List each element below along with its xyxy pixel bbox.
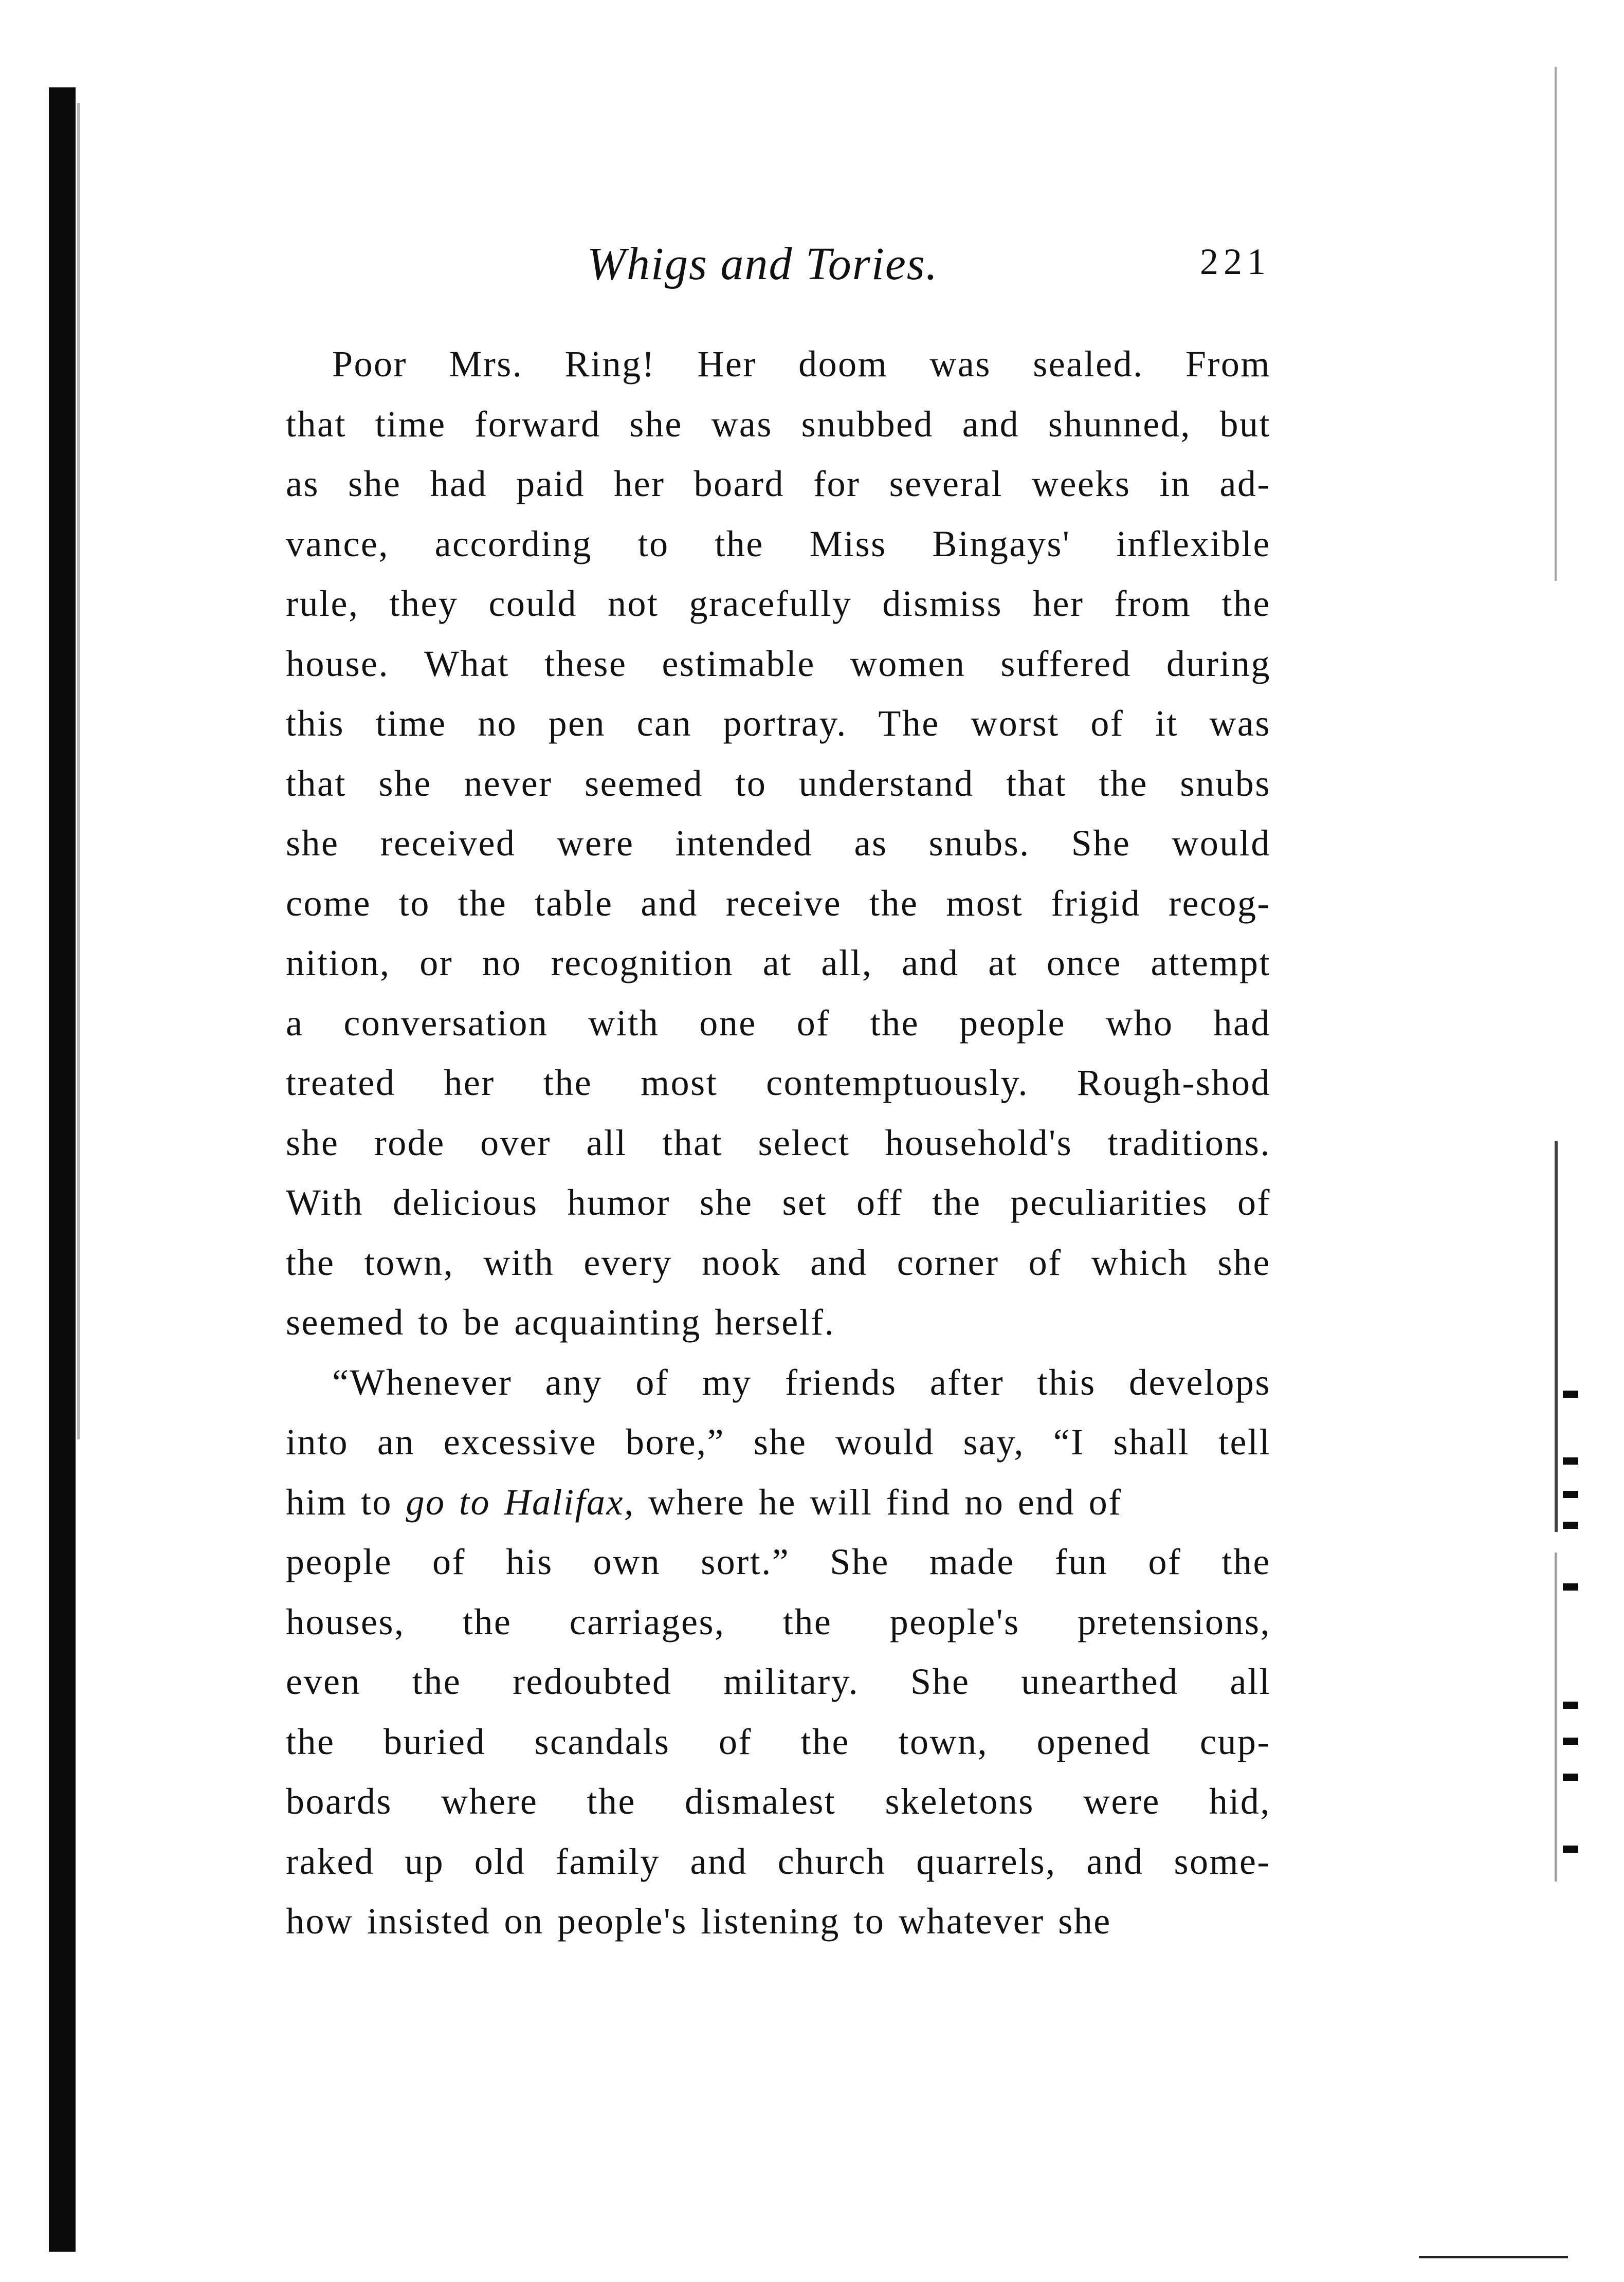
word: the — [286, 1242, 335, 1283]
word: Rough-shod — [1076, 1062, 1271, 1103]
word: family — [555, 1840, 660, 1882]
running-title: Whigs and Tories. — [587, 239, 939, 289]
word: had — [1213, 1002, 1271, 1044]
word: quarrels, — [916, 1840, 1056, 1882]
word: of — [1148, 1541, 1182, 1582]
page-number: 221 — [1200, 241, 1271, 282]
word: of — [796, 1002, 830, 1044]
text-line — [286, 1652, 1271, 1712]
word: shall — [1113, 1421, 1190, 1463]
word: her — [614, 463, 665, 504]
word: an — [377, 1421, 415, 1463]
word: redoubted — [513, 1661, 672, 1702]
word: military. — [723, 1661, 860, 1702]
word: peculiarities — [1010, 1182, 1208, 1223]
word: house. — [286, 643, 389, 684]
text-line — [286, 1891, 1271, 1951]
text-line — [286, 933, 1271, 993]
word: women — [850, 643, 966, 684]
word: cup- — [1200, 1721, 1271, 1762]
word: scandals — [534, 1721, 670, 1762]
word: portray. — [723, 703, 847, 744]
word: during — [1166, 643, 1271, 684]
text-line — [286, 1173, 1271, 1233]
word: most — [641, 1062, 718, 1103]
word: raked — [286, 1840, 375, 1882]
text-line — [286, 873, 1271, 934]
word: was — [711, 403, 773, 445]
word: of — [432, 1541, 466, 1582]
word: seemed — [585, 762, 703, 804]
word: can — [636, 703, 692, 744]
word: excessive — [443, 1421, 597, 1463]
word: snubs — [1180, 762, 1271, 804]
word: and — [641, 882, 698, 924]
word: people — [286, 1541, 392, 1582]
word: the — [782, 1601, 832, 1642]
word: at — [988, 942, 1018, 983]
word: boards — [286, 1781, 392, 1822]
word: in — [1159, 463, 1191, 504]
word: the — [869, 882, 919, 924]
word: recognition — [551, 942, 734, 983]
word: with — [483, 1242, 555, 1283]
word: The — [878, 703, 940, 744]
word: of — [1237, 1182, 1271, 1223]
word: gracefully — [689, 583, 852, 624]
word: were — [557, 823, 634, 864]
text-line — [286, 574, 1271, 634]
word: select — [758, 1122, 850, 1163]
word: not — [607, 583, 659, 624]
word: pretensions, — [1078, 1601, 1271, 1642]
word: suffered — [1000, 643, 1132, 684]
text-line — [286, 1532, 1271, 1592]
text-line — [286, 1113, 1271, 1173]
word: could — [488, 583, 577, 624]
text-line — [286, 754, 1271, 814]
text-line — [286, 634, 1271, 694]
text-line — [286, 1233, 1271, 1293]
word: inflexible — [1116, 523, 1271, 564]
word: all, — [821, 942, 873, 983]
word: treated — [286, 1062, 396, 1103]
margin-tick — [1563, 1391, 1578, 1398]
word: would — [835, 1421, 935, 1463]
word: Mrs. — [449, 343, 523, 385]
word: of — [1090, 703, 1124, 744]
word: dismiss — [882, 583, 1002, 624]
word: people — [959, 1002, 1066, 1044]
word: as — [854, 823, 888, 864]
word: paid — [516, 463, 586, 504]
margin-tick — [1563, 1738, 1578, 1745]
text-line — [286, 514, 1271, 574]
word: with — [588, 1002, 660, 1044]
text-segment: seemed to be acquainting herself. — [286, 1302, 835, 1343]
word: his — [506, 1541, 553, 1582]
word: tell — [1218, 1421, 1271, 1463]
word: the — [1221, 583, 1271, 624]
word: over — [480, 1122, 552, 1163]
word: frigid — [1051, 882, 1141, 924]
word: up — [405, 1840, 445, 1882]
margin-artifact — [1419, 2256, 1568, 2258]
word: Her — [697, 343, 757, 385]
word: never — [464, 762, 553, 804]
word: table — [535, 882, 613, 924]
word: off — [856, 1182, 903, 1223]
word: Ring! — [564, 343, 656, 385]
word: no — [482, 942, 522, 983]
word: that — [286, 762, 346, 804]
word: say, — [963, 1421, 1025, 1463]
word: snubbed — [801, 403, 934, 445]
word: some- — [1174, 1840, 1271, 1882]
word: for — [813, 463, 861, 504]
word: people's — [889, 1601, 1020, 1642]
word: come — [286, 882, 371, 924]
word: which — [1091, 1242, 1189, 1283]
word: the — [412, 1661, 462, 1702]
word: buried — [384, 1721, 486, 1762]
word: of — [635, 1361, 669, 1403]
text-segment: him to — [286, 1481, 406, 1523]
word: corner — [897, 1242, 999, 1283]
word: bore,” — [626, 1421, 725, 1463]
word: snubs. — [928, 823, 1030, 864]
word: the — [286, 1721, 335, 1762]
word: vance, — [286, 523, 389, 564]
word: doom — [798, 343, 888, 385]
word: after — [929, 1361, 1005, 1403]
word: estimable — [662, 643, 815, 684]
word: or — [419, 942, 453, 983]
margin-tick — [1563, 1522, 1578, 1529]
word: time — [375, 703, 447, 744]
word: several — [889, 463, 1003, 504]
word: once — [1046, 942, 1122, 983]
word: the — [932, 1182, 981, 1223]
word: any — [545, 1361, 603, 1403]
word: her — [444, 1062, 495, 1103]
text-line — [286, 1292, 1271, 1353]
word: She — [910, 1661, 970, 1702]
word: to — [398, 882, 430, 924]
word: who — [1105, 1002, 1174, 1044]
word: rode — [374, 1122, 445, 1163]
word: every — [583, 1242, 672, 1283]
word: contemptuously. — [766, 1062, 1029, 1103]
word: ad- — [1219, 463, 1271, 504]
word: she — [378, 762, 432, 804]
word: nook — [701, 1242, 781, 1283]
text-line — [286, 1832, 1271, 1892]
word: and — [690, 1840, 748, 1882]
text-line — [286, 1053, 1271, 1113]
word: she — [700, 1182, 753, 1223]
word: and — [1086, 1840, 1144, 1882]
word: but — [1219, 403, 1271, 445]
text-line — [286, 1712, 1271, 1772]
word: shunned, — [1048, 403, 1191, 445]
word: where — [441, 1781, 538, 1822]
word: dismalest — [684, 1781, 836, 1822]
word: With — [286, 1182, 364, 1223]
word: these — [544, 643, 627, 684]
word: to — [637, 523, 669, 564]
word: made — [929, 1541, 1015, 1582]
word: into — [286, 1421, 349, 1463]
binding-shadow — [77, 103, 80, 1439]
text-segment: how insisted on people's listening to whatever she — [286, 1901, 1111, 1942]
word: What — [424, 643, 509, 684]
word: she — [629, 403, 683, 445]
word: would — [1172, 823, 1271, 864]
margin-tick — [1563, 1846, 1578, 1853]
binding-edge — [49, 87, 76, 2252]
word: that — [662, 1122, 723, 1163]
text-segment: where he will find no end of — [634, 1481, 1122, 1523]
word: set — [782, 1182, 827, 1223]
word: weeks — [1031, 463, 1131, 504]
word: and — [810, 1242, 868, 1283]
word: traditions. — [1107, 1122, 1271, 1163]
word: worst — [971, 703, 1060, 744]
word: a — [286, 1002, 304, 1044]
word: carriages, — [569, 1601, 725, 1642]
word: sort.” — [701, 1541, 790, 1582]
word: that — [286, 403, 346, 445]
word: received — [380, 823, 516, 864]
word: town, — [898, 1721, 989, 1762]
word: rule, — [286, 583, 359, 624]
text-line — [286, 813, 1271, 873]
word: of — [1028, 1242, 1062, 1283]
word: household's — [885, 1122, 1073, 1163]
margin-tick — [1563, 1457, 1578, 1465]
word: the — [462, 1601, 512, 1642]
word: this — [1037, 1361, 1096, 1403]
margin-artifact — [1555, 1141, 1558, 1532]
word: She — [1071, 823, 1131, 864]
word: my — [702, 1361, 752, 1403]
word: She — [830, 1541, 889, 1582]
word: houses, — [286, 1601, 405, 1642]
word: had — [430, 463, 488, 504]
word: of — [718, 1721, 752, 1762]
word: the — [1099, 762, 1148, 804]
word: church — [777, 1840, 886, 1882]
margin-tick — [1563, 1491, 1578, 1498]
word: one — [699, 1002, 757, 1044]
word: to — [735, 762, 767, 804]
text-line — [286, 1412, 1271, 1472]
word: from — [1114, 583, 1192, 624]
word: receive — [725, 882, 842, 924]
word: “Whenever — [332, 1361, 513, 1403]
running-header — [286, 238, 1271, 289]
word: fun — [1054, 1541, 1108, 1582]
word: board — [694, 463, 785, 504]
word: as — [286, 463, 319, 504]
word: even — [286, 1661, 361, 1702]
word: develops — [1128, 1361, 1271, 1403]
word: was — [929, 343, 991, 385]
word: nition, — [286, 942, 391, 983]
word: own — [593, 1541, 661, 1582]
word: delicious — [393, 1182, 538, 1223]
word: she — [1217, 1242, 1271, 1283]
italic-phrase: go to Halifax, — [406, 1481, 635, 1523]
word: Bingays' — [932, 523, 1071, 564]
word: according — [434, 523, 592, 564]
word: conversation — [343, 1002, 549, 1044]
word: were — [1083, 1781, 1160, 1822]
word: humor — [567, 1182, 671, 1223]
word: old — [474, 1840, 526, 1882]
word: pen — [548, 703, 606, 744]
margin-artifact — [1555, 1553, 1557, 1882]
text-line — [286, 993, 1271, 1053]
word: opened — [1036, 1721, 1152, 1762]
word: the — [800, 1721, 850, 1762]
word: was — [1209, 703, 1271, 744]
word: the — [587, 1781, 636, 1822]
word: all — [1230, 1661, 1271, 1702]
word: understand — [798, 762, 974, 804]
word: intended — [675, 823, 813, 864]
word: that — [1006, 762, 1067, 804]
word: this — [286, 703, 345, 744]
word: friends — [785, 1361, 897, 1403]
word: she — [348, 463, 402, 504]
text-line — [286, 334, 1271, 394]
word: they — [389, 583, 459, 624]
word: she — [753, 1421, 807, 1463]
word: recog- — [1169, 882, 1271, 924]
word: the — [870, 1002, 920, 1044]
word: no — [478, 703, 518, 744]
text-line — [286, 454, 1271, 514]
word: at — [762, 942, 792, 983]
word: most — [946, 882, 1024, 924]
text-line — [286, 1353, 1271, 1413]
word: all — [586, 1122, 627, 1163]
text-line — [286, 1592, 1271, 1652]
text-line — [286, 1472, 1271, 1532]
word: town, — [364, 1242, 454, 1283]
text-line — [286, 693, 1271, 754]
word: her — [1033, 583, 1084, 624]
word: and — [962, 403, 1020, 445]
word: it — [1155, 703, 1178, 744]
word: skeletons — [885, 1781, 1034, 1822]
body-text — [286, 334, 1271, 1951]
word: Miss — [809, 523, 887, 564]
word: and — [902, 942, 959, 983]
margin-tick — [1563, 1702, 1578, 1709]
margin-artifact — [1555, 67, 1557, 581]
word: attempt — [1151, 942, 1271, 983]
word: Poor — [332, 343, 408, 385]
word: hid, — [1209, 1781, 1271, 1822]
word: she — [286, 823, 339, 864]
text-line — [286, 394, 1271, 454]
word: the — [715, 523, 764, 564]
word: “I — [1053, 1421, 1085, 1463]
word: unearthed — [1021, 1661, 1179, 1702]
word: the — [458, 882, 507, 924]
word: time — [375, 403, 446, 445]
word: sealed. — [1033, 343, 1144, 385]
text-line — [286, 1772, 1271, 1832]
word: forward — [475, 403, 601, 445]
margin-tick — [1563, 1583, 1578, 1591]
word: the — [1221, 1541, 1271, 1582]
word: From — [1185, 343, 1271, 385]
word: the — [543, 1062, 593, 1103]
word: she — [286, 1122, 339, 1163]
margin-tick — [1563, 1774, 1578, 1781]
